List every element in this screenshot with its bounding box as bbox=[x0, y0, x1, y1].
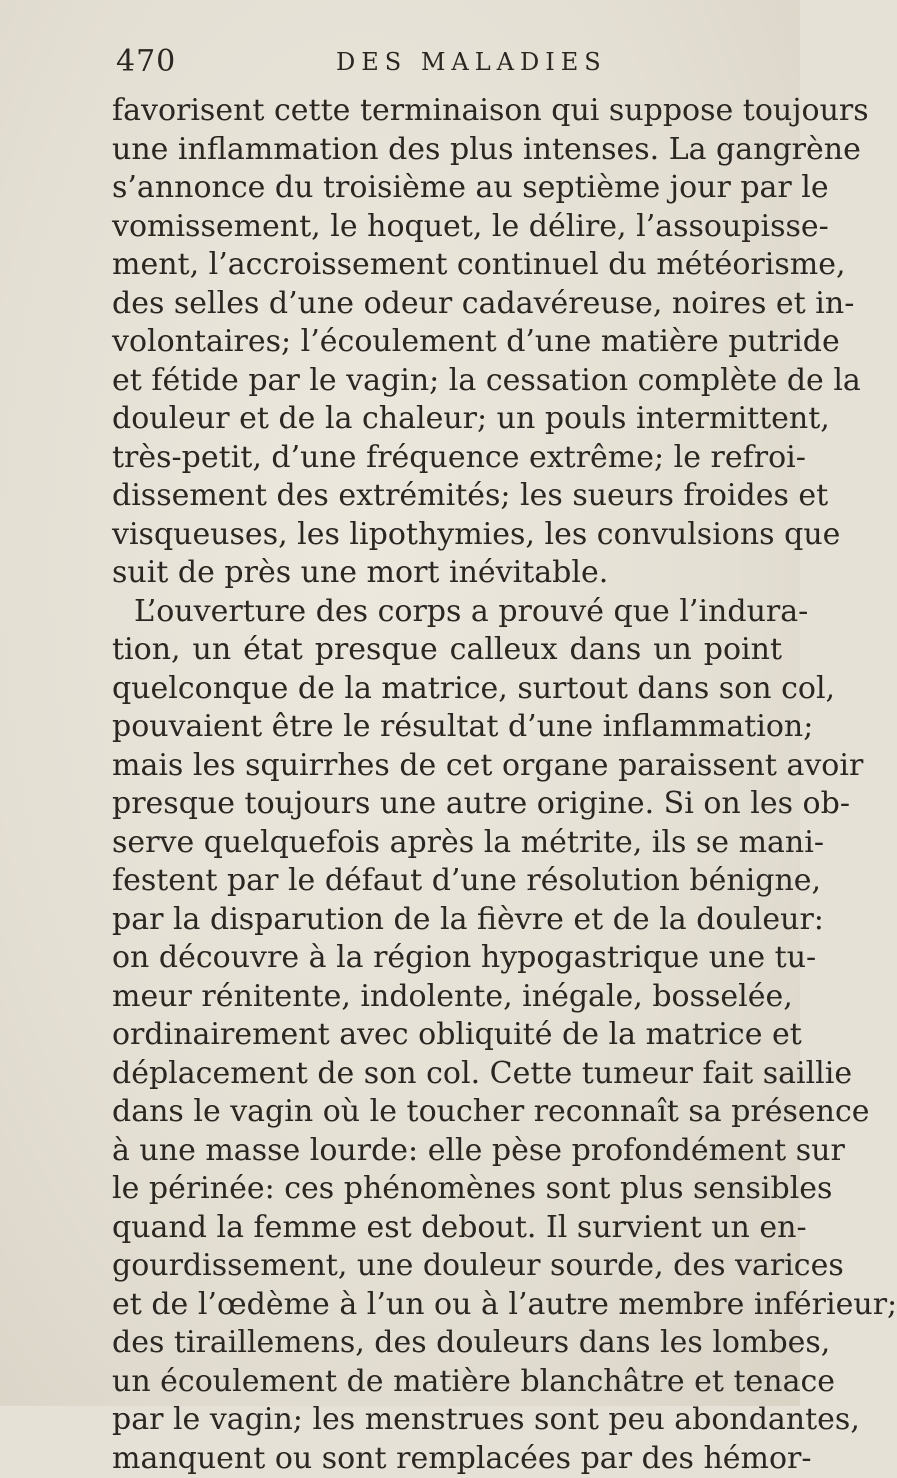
text-line: quelconque de la matrice, surtout dans son col, bbox=[112, 670, 782, 709]
text-line: serve quelquefois après la métrite, ils se mani- bbox=[112, 824, 782, 863]
text-line: très-petit, d’une fréquence extrême; le refroi- bbox=[112, 439, 782, 478]
text-line: à une masse lourde: elle pèse profondément sur bbox=[112, 1132, 782, 1171]
text-line: des selles d’une odeur cadavéreuse, noires et in- bbox=[112, 285, 782, 324]
text-line: des tiraillemens, des douleurs dans les lombes, bbox=[112, 1324, 782, 1363]
text-line: visqueuses, les lipothymies, les convulsions que bbox=[112, 516, 782, 555]
text-line: déplacement de son col. Cette tumeur fait saillie bbox=[112, 1055, 782, 1094]
text-line: dissement des extrémités; les sueurs froides et bbox=[112, 477, 782, 516]
text-line: suit de près une mort inévitable. bbox=[112, 554, 782, 593]
text-line: par le vagin; les menstrues sont peu abondantes, bbox=[112, 1401, 782, 1440]
text-line: ordinairement avec obliquité de la matrice et bbox=[112, 1016, 782, 1055]
text-line: gourdissement, une douleur sourde, des varices bbox=[112, 1247, 782, 1286]
text-line: pouvaient être le résultat d’une inflammation; bbox=[112, 708, 782, 747]
text-line: s’annonce du troisième au septième jour par le bbox=[112, 169, 782, 208]
text-line: quand la femme est debout. Il survient un en- bbox=[112, 1209, 782, 1248]
text-line: mais les squirrhes de cet organe paraissent avoir bbox=[112, 747, 782, 786]
text-line: et de l’œdème à l’un ou à l’autre membre inférieur; bbox=[112, 1286, 782, 1325]
text-line: meur rénitente, indolente, inégale, bosselée, bbox=[112, 978, 782, 1017]
text-line: une inflammation des plus intenses. La gangrène bbox=[112, 131, 782, 170]
text-line: douleur et de la chaleur; un pouls intermittent, bbox=[112, 400, 782, 439]
paragraph-start-line: L’ouverture des corps a prouvé que l’indura- bbox=[112, 593, 782, 632]
text-line: favorisent cette terminaison qui suppose toujours bbox=[112, 92, 782, 131]
text-line: volontaires; l’écoulement d’une matière putride bbox=[112, 323, 782, 362]
text-line: on découvre à la région hypogastrique une tu- bbox=[112, 939, 782, 978]
text-line: presque toujours une autre origine. Si on les ob- bbox=[112, 785, 782, 824]
text-line: festent par le défaut d’une résolution bénigne, bbox=[112, 862, 782, 901]
text-line: vomissement, le hoquet, le délire, l’assoupisse- bbox=[112, 208, 782, 247]
text-line: dans le vagin où le toucher reconnaît sa présence bbox=[112, 1093, 782, 1132]
text-line: tion, un état presque calleux dans un point bbox=[112, 631, 782, 670]
text-line: par la disparution de la fièvre et de la douleur: bbox=[112, 901, 782, 940]
page-number: 470 bbox=[116, 44, 176, 79]
text-line: le périnée: ces phénomènes sont plus sensibles bbox=[112, 1170, 782, 1209]
page-header bbox=[116, 44, 756, 84]
text-line: manquent ou sont remplacées par des hémor- bbox=[112, 1440, 782, 1478]
running-head: DES MALADIES bbox=[336, 48, 607, 76]
text-line: un écoulement de matière blanchâtre et tenace bbox=[112, 1363, 782, 1402]
body-text bbox=[112, 92, 782, 1478]
text-line: et fétide par le vagin; la cessation complète de la bbox=[112, 362, 782, 401]
text-line: ment, l’accroissement continuel du météorisme, bbox=[112, 246, 782, 285]
